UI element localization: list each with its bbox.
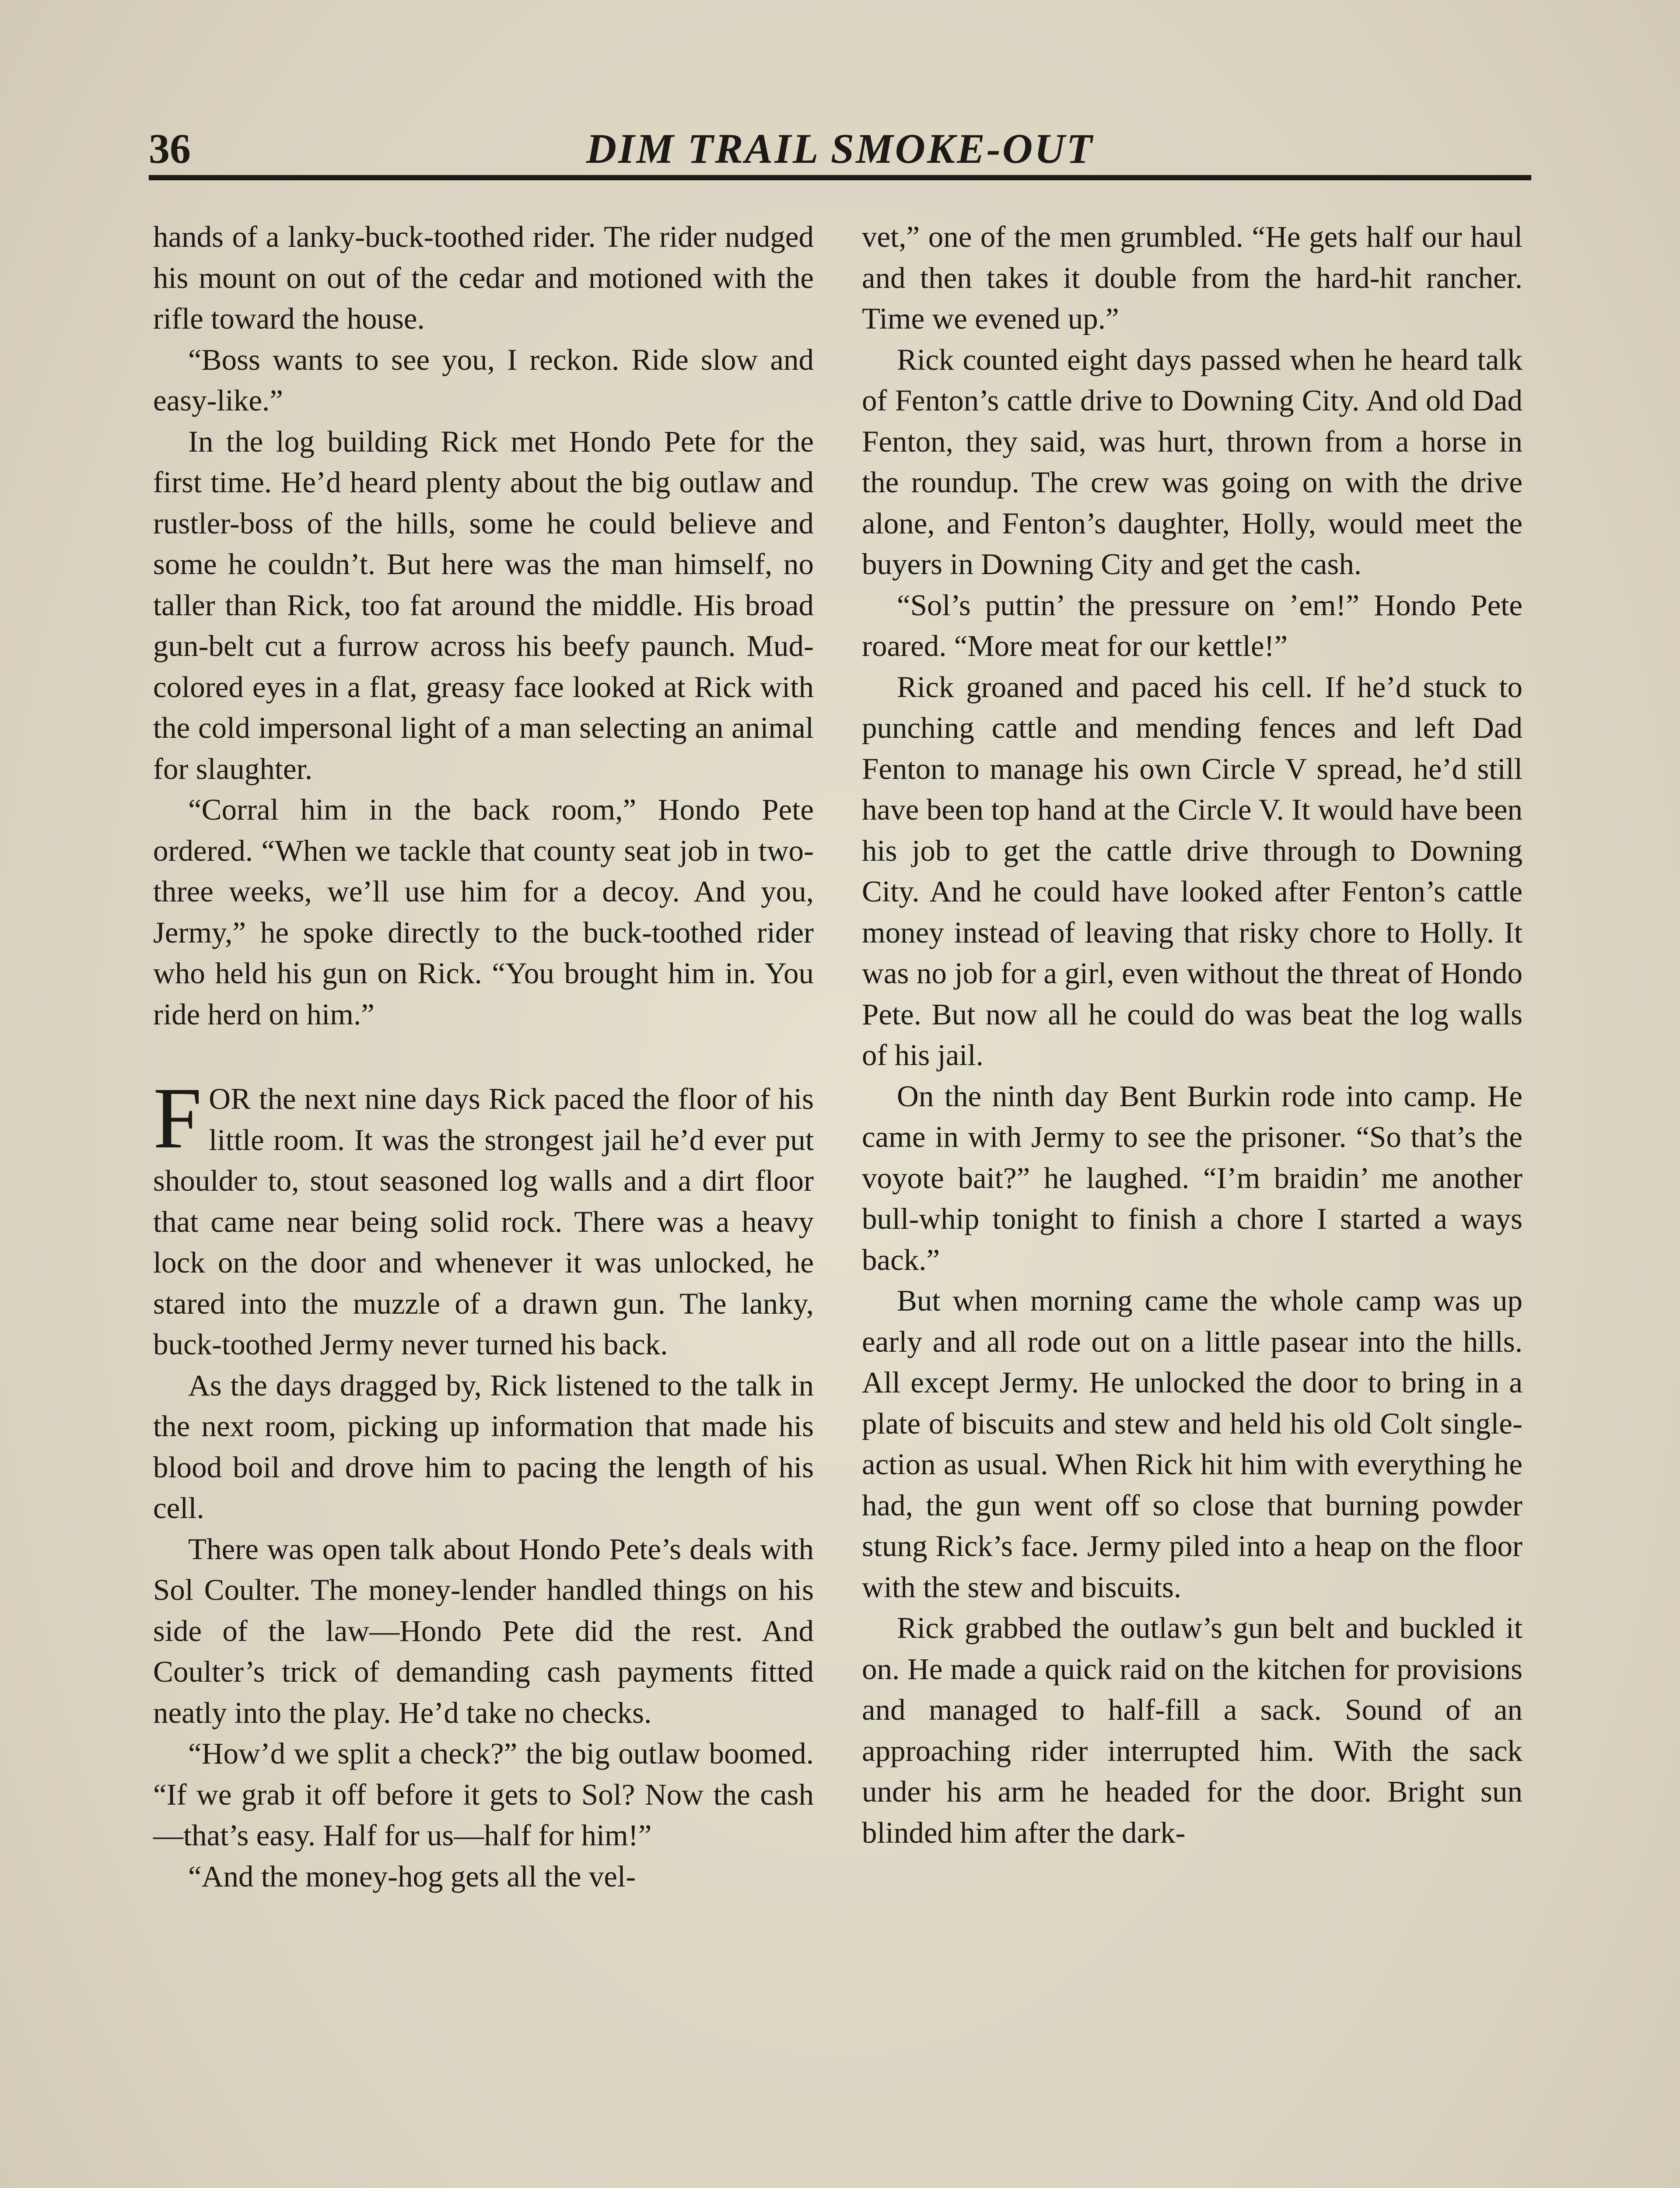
paragraph-text: Rick groaned and paced his cell. If he’d stuck to punching cattle and mending fences and left Dad Fenton to manage his own Circle V spread, he’d still have been top hand at the Circle V. It would have been his job to get the cattle drive through to Downing City. And he could have looked after Fenton’s cattle money instead of leaving that risky chore to Holly. It was no job for a girl, even without the threat of Hondo Pete. But now all he could do was beat the log walls of his jail. [862,670,1522,1072]
paragraph-text: Rick grabbed the outlaw’s gun belt and buckled it on. He made a quick raid on the kitchen for provisions and managed to half-fill a sack. Sound of an approaching rider interrupted him. With the sack under his arm he headed for the door. Bright sun blinded him after the dark- [862,1611,1522,1849]
running-header [149,127,1531,180]
paragraph [153,789,814,1035]
paragraph-text: But when morning came the whole camp was up early and all rode out on a little pasear into the hills. All except Jermy. He unlocked the door to bring in a plate of biscuits and stew and held his old Colt single-action as usual. When Rick hit him with everything he had, the gun went off so close that burning powder stung Rick’s face. Jermy piled into a heap on the floor with the stew and biscuits. [862,1284,1522,1604]
paragraph-text: OR the next nine days Rick paced the floor of his little room. It was the strongest jail he’d ever put shoulder to, stout seasoned log walls and a dirt floor that came near being solid rock. There was a heavy lock on the door and whenever it was unlocked, he stared into the muzzle of a drawn gun. The lanky, buck-toothed Jermy never turned his back. [153,1082,814,1361]
paragraph-text: “How’d we split a check?” the big outlaw boomed. “If we grab it off before it gets to Sol? Now the cash—that’s easy. Half for us—half for him!” [153,1737,814,1852]
paragraph [153,1365,814,1529]
paragraph-text: “Sol’s puttin’ the pressure on ’em!” Hondo Pete roared. “More meat for our kettle!” [862,588,1522,663]
paragraph [153,217,814,340]
paragraph [153,1856,814,1897]
paragraph [153,1529,814,1734]
paragraph [862,667,1522,1076]
right-column [862,217,1522,1853]
page-number: 36 [149,125,191,172]
paragraph-text: As the days dragged by, Rick listened to the talk in the next room, picking up information that made his blood boil and drove him to pacing the length of his cell. [153,1368,814,1525]
paragraph [153,340,814,421]
paragraph-text: Rick counted eight days passed when he heard talk of Fenton’s cattle drive to Downing City. And old Dad Fenton, they said, was hurt, thrown from a horse in the roundup. The crew was going on with the drive alone, and Fenton’s daughter, Holly, would meet the buyers in Downing City and get the cash. [862,343,1522,581]
paragraph-text: In the log building Rick met Hondo Pete for the first time. He’d heard plenty about the big outlaw and rustler-boss of the hills, some he could believe and some he couldn’t. But here was the man himself, no taller than Rick, too fat around the middle. His broad gun-belt cut a furrow across his beefy paunch. Mud-colored eyes in a flat, greasy face looked at Rick with the cold impersonal light of a man selecting an animal for slaughter. [153,424,814,785]
paragraph [153,1070,814,1365]
paragraph [862,585,1522,667]
paragraph [862,1076,1522,1281]
paragraph [153,1733,814,1856]
paragraph-text: hands of a lanky-buck-toothed rider. The rider nudged his mount on out of the cedar and motioned with the rifle toward the house. [153,220,814,335]
paragraph [153,421,814,790]
paragraph-text: “Boss wants to see you, I reckon. Ride slow and easy-like.” [153,343,814,417]
drop-cap: F [153,1070,202,1167]
paragraph [862,1280,1522,1608]
paragraph-text: “Corral him in the back room,” Hondo Pete ordered. “When we tackle that county seat job in two-three weeks, we’ll use him for a decoy. And you, Jermy,” he spoke directly to the buck-toothed rider who held his gun on Rick. “You brought him in. You ride herd on him.” [153,793,814,1031]
paragraph-text: On the ninth day Bent Burkin rode into camp. He came in with Jermy to see the prisoner. “So that’s the voyote bait?” he laughed. “I’m braidin’ me another bull-whip tonight to finish a chore I started a ways back.” [862,1079,1522,1276]
running-title: DIM TRAIL SMOKE-OUT [586,125,1094,172]
paragraph [862,1608,1522,1853]
paragraph-text: vet,” one of the men grumbled. “He gets half our haul and then takes it double from the hard-hit rancher. Time we evened up.” [862,220,1522,335]
paragraph [862,340,1522,585]
paragraph [862,217,1522,340]
paragraph-text: “And the money-hog gets all the vel- [188,1859,636,1893]
left-column [153,217,814,1897]
paragraph-text: There was open talk about Hondo Pete’s deals with Sol Coulter. The money-lender handled things on his side of the law—Hondo Pete did the rest. And Coulter’s trick of demanding cash payments fitted neatly into the play. He’d take no checks. [153,1532,814,1729]
